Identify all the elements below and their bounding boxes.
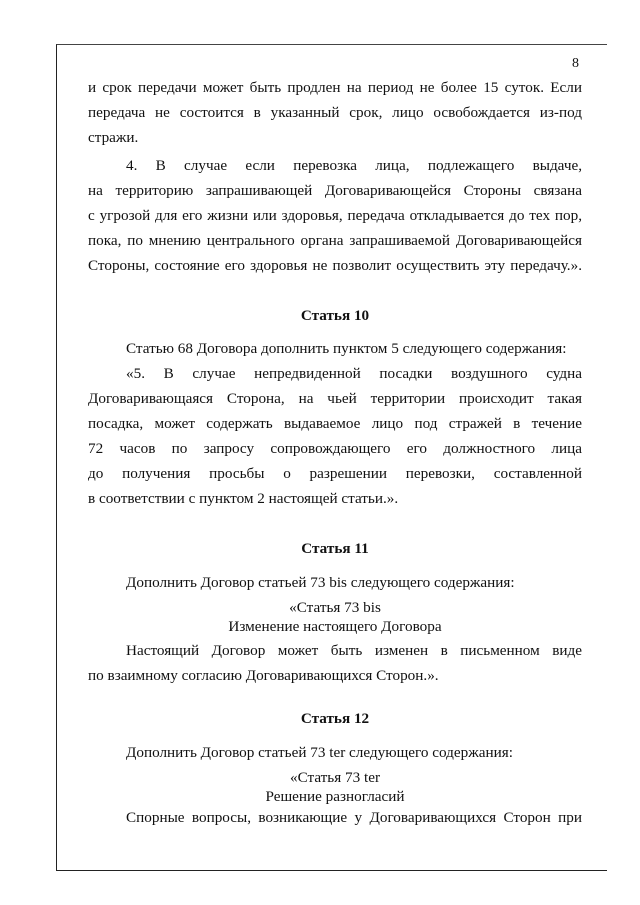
article-11-quote-subtitle: Изменение настоящего Договора xyxy=(228,618,442,635)
text-line: Дополнить Договор статьей 73 ter следующего содержания: xyxy=(126,744,513,761)
text-line: Спорные вопросы, возникающие у Договаривающихся Сторон при xyxy=(126,809,582,826)
text-line: в соответствии с пунктом 2 настоящей статьи.». xyxy=(88,490,399,507)
article-11-intro xyxy=(88,570,582,595)
text-line: до получения просьбы о разрешении перевозки, составленной xyxy=(88,465,582,482)
page-number: 8 xyxy=(572,56,579,71)
text-line: по взаимному согласию Договаривающихся Сторон.». xyxy=(88,667,439,684)
text-line: 72 часов по запросу сопровождающего его должностного лица xyxy=(88,440,582,457)
text-line: и срок передачи может быть продлен на период не более 15 суток. Если xyxy=(88,79,582,96)
article-12-quote-title: «Статья 73 ter xyxy=(289,769,381,786)
article-10-text xyxy=(88,336,582,511)
article-12-body xyxy=(88,805,582,830)
article-10-heading: Статья 10 xyxy=(300,307,370,324)
text-line: Статью 68 Договора дополнить пунктом 5 следующего содержания: xyxy=(126,340,567,357)
article-12-heading: Статья 12 xyxy=(300,710,370,727)
text-line: 4. В случае если перевозка лица, подлежащего выдаче, xyxy=(126,157,582,174)
text-line: на территорию запрашивающей Договаривающейся Стороны связана xyxy=(88,182,582,199)
article-12-quote-subtitle: Решение разногласий xyxy=(265,788,405,805)
paragraph-continuation xyxy=(88,75,582,150)
text-line: «5. В случае непредвиденной посадки воздушного судна xyxy=(126,365,582,382)
text-line: с угрозой для его жизни или здоровья, передача откладывается до тех пор, xyxy=(88,207,582,224)
text-line: посадка, может содержать выдаваемое лицо под стражей в течение xyxy=(88,415,582,432)
article-11-quote-title: «Статья 73 bis xyxy=(289,599,381,616)
paragraph-4 xyxy=(88,153,582,278)
text-line: пока, по мнению центрального органа запрашиваемой Договаривающейся xyxy=(88,232,582,249)
text-line: Настоящий Договор может быть изменен в письменном виде xyxy=(126,642,582,659)
text-line: стражи. xyxy=(88,129,139,146)
text-line: Договаривающаяся Сторона, на чьей территории происходит такая xyxy=(88,390,582,407)
article-12-intro xyxy=(88,740,582,765)
text-line: Дополнить Договор статьей 73 bis следующего содержания: xyxy=(126,574,515,591)
article-11-body xyxy=(88,638,582,688)
text-line: Стороны, состояние его здоровья не позволит осуществить эту передачу.». xyxy=(88,257,582,274)
article-11-heading: Статья 11 xyxy=(301,540,369,557)
text-line: передача не состоится в указанный срок, лицо освобождается из-под xyxy=(88,104,582,121)
